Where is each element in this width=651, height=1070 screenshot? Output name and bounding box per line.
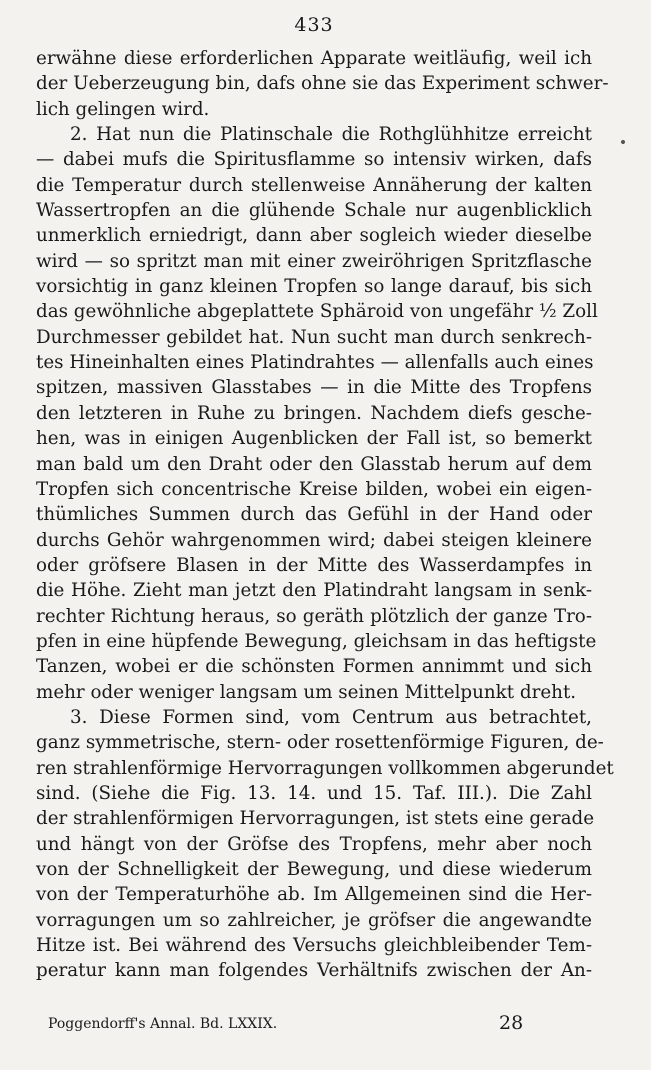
text-line: und hängt von der Gröfse des Tropfens, mehr aber noch	[36, 833, 592, 855]
text-line: wird — so spritzt man mit einer zweiröhrigen Spritzflasche	[36, 250, 592, 272]
text-line: 2. Hat nun die Platinschale die Rothglühhitze erreicht	[70, 124, 592, 146]
text-line: rechter Richtung heraus, so geräth plötzlich der ganze Tro-	[36, 605, 592, 627]
text-line: spitzen, massiven Glasstabes — in die Mitte des Tropfens	[36, 377, 592, 399]
text-line: Hitze ist. Bei während des Versuchs gleichbleibender Tem-	[36, 935, 592, 957]
text-line: der strahlenförmigen Hervorragungen, ist stets eine gerade	[36, 808, 595, 830]
text-line: von der Schnelligkeit der Bewegung, und diese wiederum	[36, 859, 592, 880]
document-page	[36, 14, 614, 984]
text-line: vorragungen um so zahlreicher, je gröfser die angewandte	[36, 909, 592, 931]
text-line: sind. (Siehe die Fig. 13. 14. und 15. Taf. III.). Die Zahl	[36, 782, 592, 804]
text-line: hen, was in einigen Augenblicken der Fall ist, so bemerkt	[36, 428, 592, 450]
text-line: der Ueberzeugung bin, dafs ohne sie das Experiment schwer-	[36, 73, 609, 95]
text-line: durchs Gehör wahrgenommen wird; dabei steigen kleinere	[36, 529, 592, 551]
text-line: vorsichtig in ganz kleinen Tropfen so lange darauf, bis sich	[36, 276, 592, 298]
text-line: die Höhe. Zieht man jetzt den Platindraht langsam in senk-	[36, 580, 592, 602]
text-line: erwähne diese erforderlichen Apparate weitläufig, weil ich	[36, 48, 592, 69]
text-line: Tanzen, wobei er die schönsten Formen annimmt und sich	[36, 656, 592, 678]
signature-mark: 28	[499, 1012, 524, 1034]
text-line: Tropfen sich concentrische Kreise bilden, wobei ein eigen-	[36, 478, 592, 500]
text-line: peratur kann man folgendes Verhältnifs zwischen der An-	[36, 960, 592, 982]
text-line: 3. Diese Formen sind, vom Centrum aus betrachtet,	[70, 706, 592, 728]
page-footer	[48, 1014, 588, 1034]
text-line: ganz symmetrische, stern- oder rosettenförmige Figuren, de-	[36, 732, 604, 754]
text-line: die Temperatur durch stellenweise Annäherung der kalten	[36, 174, 592, 196]
text-line: lich gelingen wird.	[36, 98, 210, 120]
text-line: mehr oder weniger langsam um seinen Mittelpunkt dreht.	[36, 681, 577, 703]
text-line: den letzteren in Ruhe zu bringen. Nachdem diefs gesche-	[36, 402, 592, 424]
margin-mark	[620, 139, 625, 144]
text-line: pfen in eine hüpfende Bewegung, gleichsam in das heftigste	[36, 630, 597, 652]
text-line: Wassertropfen an die glühende Schale nur augenblicklich	[36, 200, 592, 222]
text-line: oder gröfsere Blasen in der Mitte des Wasserdampfes in	[36, 554, 592, 576]
text-body	[36, 46, 614, 984]
text-line: tes Hineinhalten eines Platindrahtes — allenfalls auch eines	[36, 352, 594, 374]
text-line: unmerklich erniedrigt, dann aber sogleich wieder dieselbe	[36, 225, 592, 247]
journal-reference: Poggendorff's Annal. Bd. LXXIX.	[48, 1016, 278, 1032]
text-line: man bald um den Draht oder den Glasstab herum auf dem	[36, 453, 592, 475]
text-line: von der Temperaturhöhe ab. Im Allgemeinen sind die Her-	[36, 884, 592, 906]
text-line: das gewöhnliche abgeplattete Sphäroid von ungefähr ½ Zoll	[36, 301, 598, 323]
text-line: ren strahlenförmige Hervorragungen vollkommen abgerundet	[36, 757, 614, 779]
text-line: — dabei mufs die Spiritusflamme so intensiv wirken, dafs	[36, 149, 592, 171]
text-line: Durchmesser gebildet hat. Nun sucht man durch senkrech-	[36, 326, 592, 348]
text-line: thümliches Summen durch das Gefühl in der Hand oder	[36, 504, 592, 526]
page-number: 433	[294, 14, 334, 36]
